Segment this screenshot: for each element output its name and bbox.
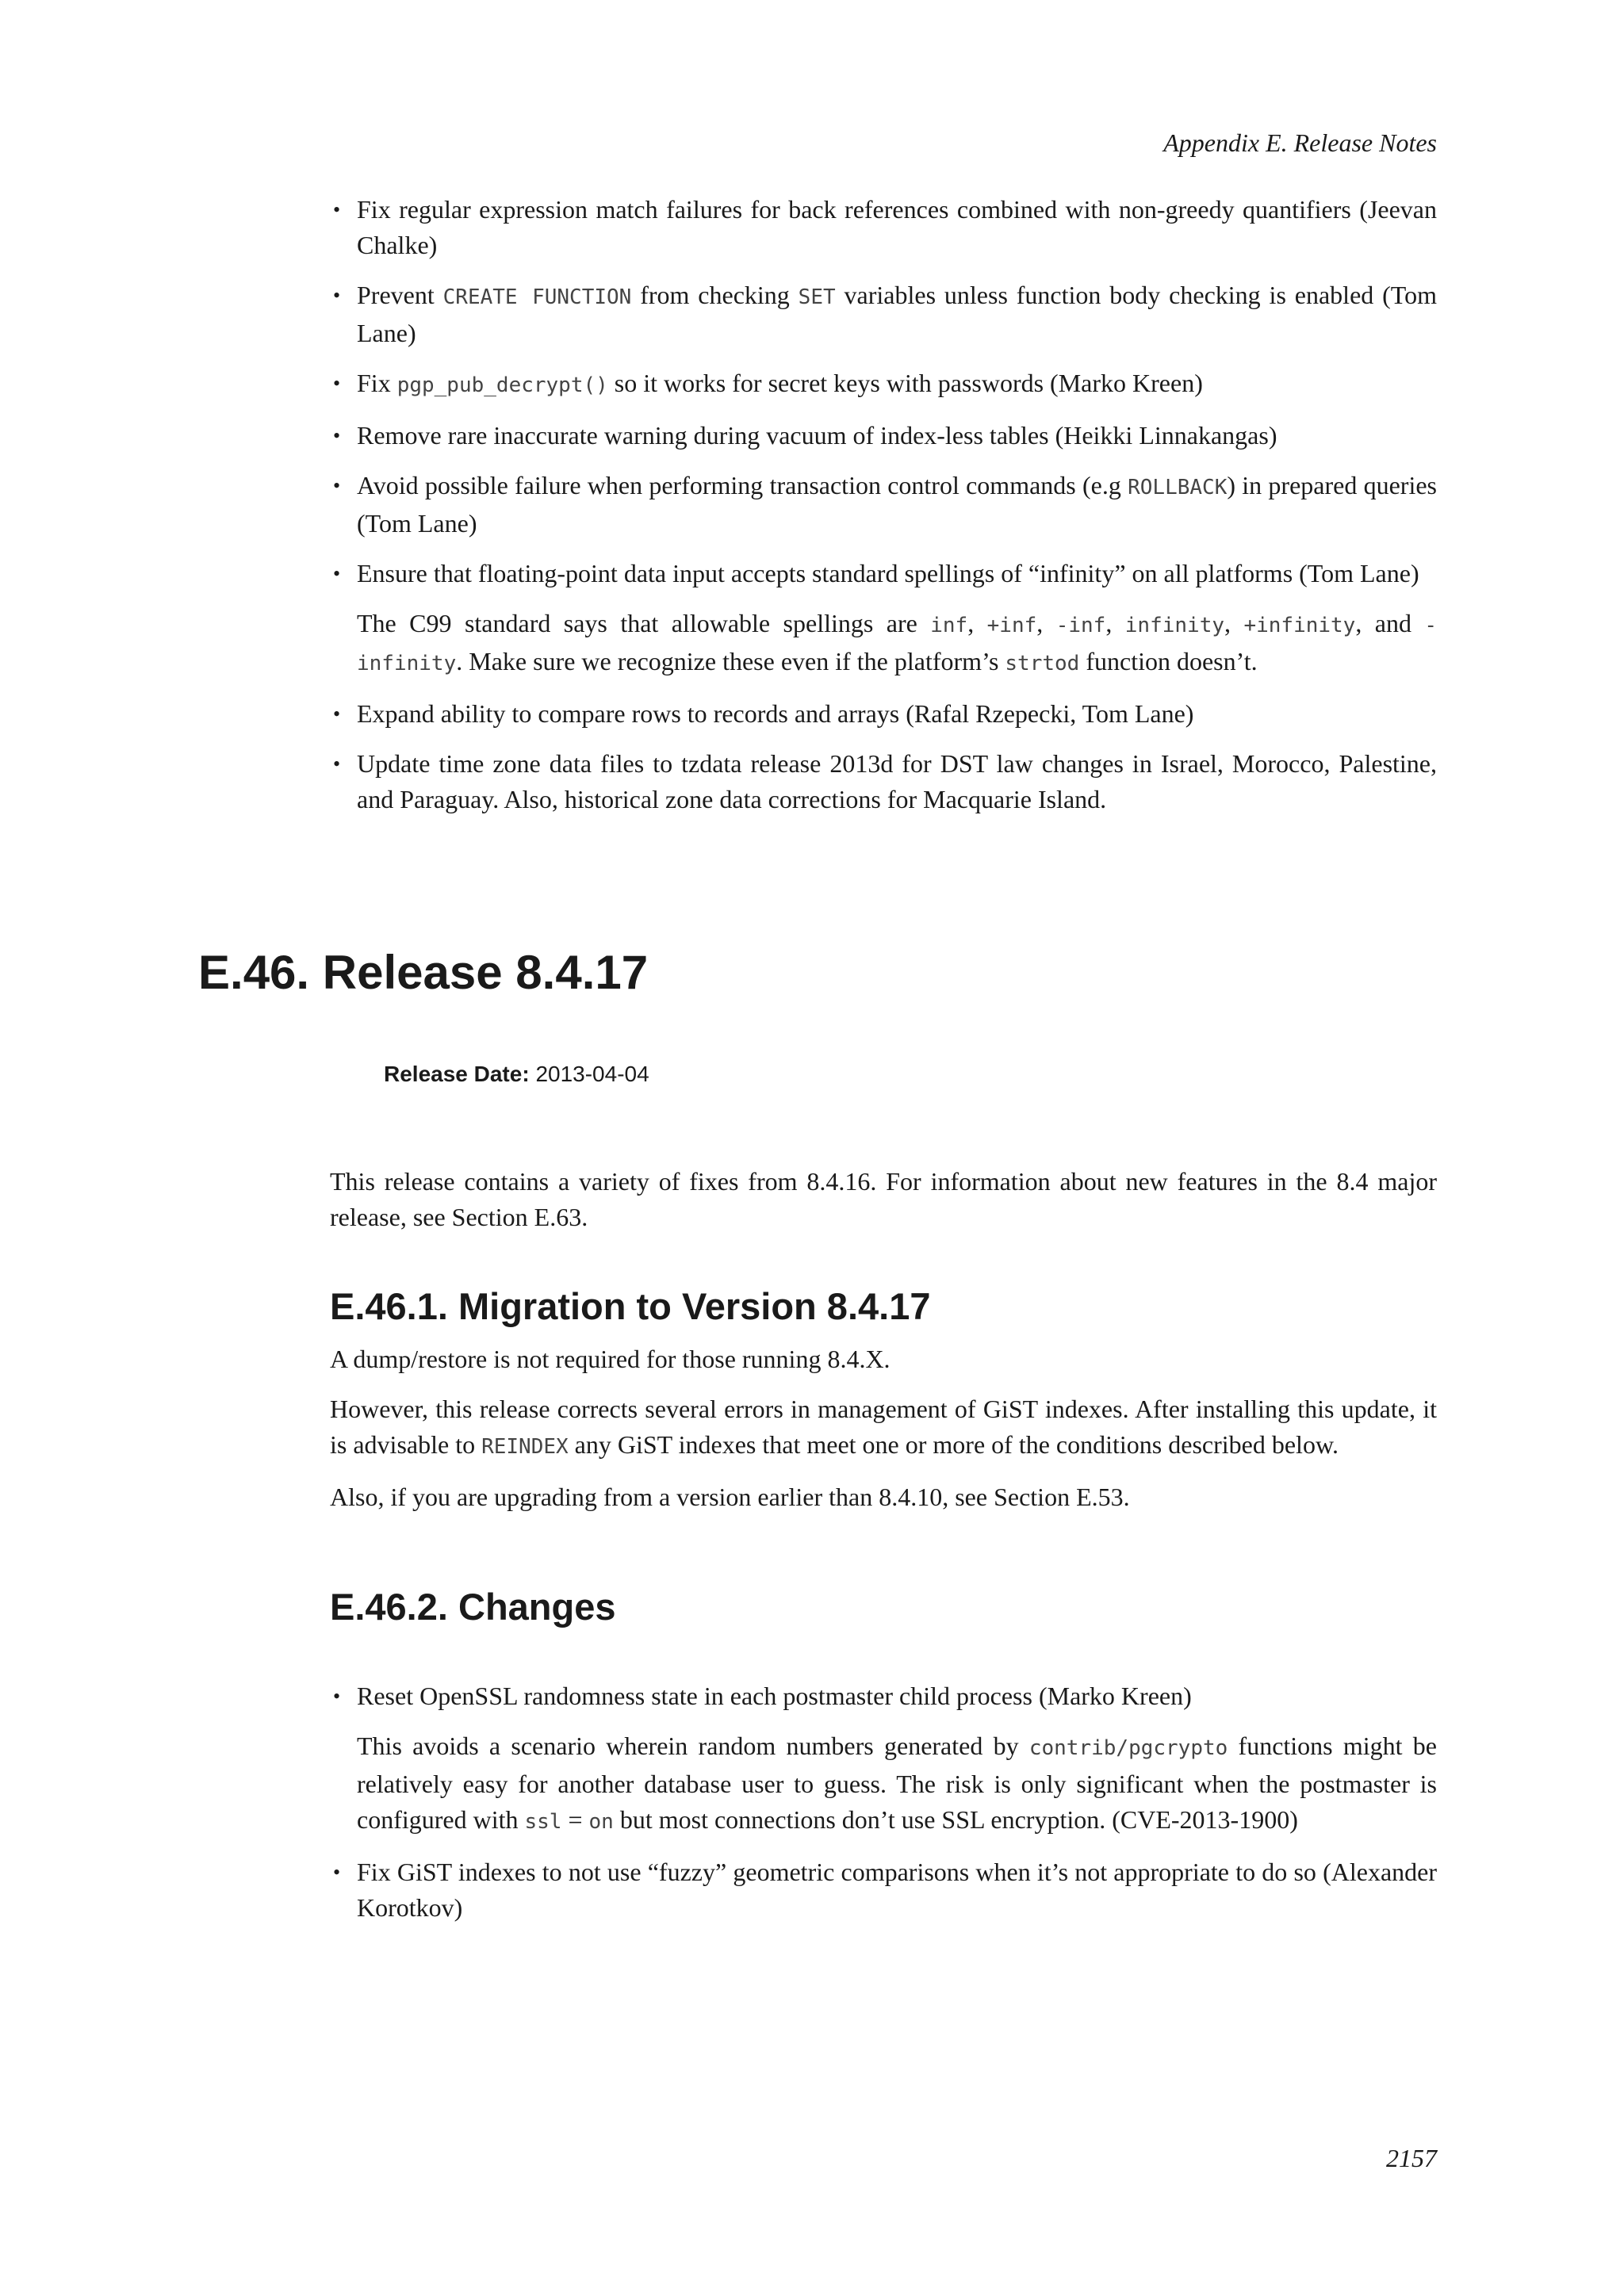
item-text: [357, 471, 1437, 538]
bullet-icon: •: [333, 198, 341, 221]
inline-code: on: [588, 1810, 614, 1834]
item-text: [357, 1858, 1437, 1922]
inline-code: pgp_pub_decrypt(): [396, 373, 608, 397]
top-content: [330, 192, 1437, 832]
bullet-icon: •: [333, 1685, 341, 1708]
text-run: . Make sure we recognize these even if the platform’s: [456, 647, 1005, 675]
migration-paragraph-2: [330, 1391, 1437, 1465]
item-text: [357, 281, 1437, 347]
text-run: Ensure that floating-point data input accepts standard spellings of “infinity” on all platforms (Tom Lane): [357, 559, 1419, 587]
release-date-value: 2013-04-04: [535, 1062, 649, 1086]
text-run: Update time zone data files to tzdata release 2013d for DST law changes in Israel, Morocco, Palestine, and Paraguay. Also, historical zone data corrections for Macquarie Island.: [357, 749, 1437, 813]
migration-paragraph-1: A dump/restore is not required for those running 8.4.X.: [330, 1345, 891, 1373]
inline-code: ssl: [524, 1810, 562, 1834]
item-text: [357, 421, 1277, 450]
item-detail-paragraph: [357, 606, 1437, 682]
item-detail-paragraph: [357, 1728, 1437, 1840]
text-run: However, this release corrects several errors in management of GiST indexes. After installing this update, it is advisable to: [330, 1395, 1437, 1459]
item-text: [357, 1682, 1192, 1710]
text-run: function doesn’t.: [1079, 647, 1258, 675]
changes-heading: E.46.2. Changes: [330, 1586, 616, 1628]
text-run: , and: [1355, 609, 1425, 637]
text-run: ,: [967, 609, 987, 637]
list-item: [330, 418, 1437, 453]
inline-code: -infinity: [357, 614, 1438, 675]
inline-code: ROLLBACK: [1128, 476, 1228, 499]
bullet-icon: •: [333, 562, 341, 585]
item-text: [357, 749, 1437, 813]
text-run: Avoid possible failure when performing transaction control commands (e.g: [357, 471, 1128, 499]
item-text: [357, 195, 1437, 259]
release-intro: This release contains a variety of fixes from 8.4.16. For information about new features in the 8.4 major release, see Section E.63.: [330, 1167, 1437, 1231]
inline-code: infinity: [1124, 614, 1225, 637]
text-run: Fix regular expression match failures for back references combined with non-greedy quantifiers (Jeevan Chalke): [357, 195, 1437, 259]
page-number: 2157: [1386, 2144, 1437, 2172]
text-run: The C99 standard says that allowable spellings are: [357, 609, 931, 637]
text-run: variables unless function body checking is enabled (Tom Lane): [357, 281, 1438, 347]
list-item: [330, 1678, 1437, 1840]
inline-code: +infinity: [1243, 614, 1356, 637]
running-header: Appendix E. Release Notes: [1163, 128, 1437, 157]
inline-code: +inf: [986, 614, 1037, 637]
list-item: [330, 277, 1437, 351]
list-item: [330, 192, 1437, 263]
text-run: so it works for secret keys with passwords (Marko Kreen): [607, 369, 1203, 397]
text-run: Fix GiST indexes to not use “fuzzy” geometric comparisons when it’s not appropriate to do so (Alexander Korotkov): [357, 1858, 1437, 1922]
list-item: [330, 468, 1437, 541]
release-date: [384, 1056, 649, 1092]
release-date-label: Release Date:: [384, 1062, 530, 1086]
text-run: any GiST indexes that meet one or more of the conditions described below.: [568, 1430, 1339, 1459]
text-run: from checking: [631, 281, 799, 309]
top-item-list: [330, 192, 1437, 817]
bullet-icon: •: [333, 372, 341, 395]
text-run: but most connections don’t use SSL encryption. (CVE-2013-1900): [613, 1805, 1298, 1834]
item-text: [357, 699, 1193, 728]
text-run: ,: [1224, 609, 1244, 637]
text-run: functions might be relatively easy for another database user to guess. The risk is only significant when the postmaster is configured with: [357, 1732, 1438, 1834]
migration-heading: E.46.1. Migration to Version 8.4.17: [330, 1285, 931, 1327]
text-run: Remove rare inaccurate warning during vacuum of index-less tables (Heikki Linnakangas): [357, 421, 1277, 450]
bullet-icon: •: [333, 752, 341, 775]
inline-code: inf: [930, 614, 968, 637]
inline-code: strtod: [1005, 652, 1080, 675]
release-title: E.46. Release 8.4.17: [198, 946, 649, 999]
inline-code: SET: [798, 285, 836, 309]
text-run: Fix: [357, 369, 397, 397]
bullet-icon: •: [333, 1861, 341, 1884]
item-text: [357, 369, 1203, 397]
text-run: Reset OpenSSL randomness state in each postmaster child process (Marko Kreen): [357, 1682, 1192, 1710]
text-run: This avoids a scenario wherein random numbers generated by: [357, 1732, 1029, 1760]
list-item: [330, 746, 1437, 817]
bullet-icon: •: [333, 702, 341, 725]
changes-item-list: [330, 1678, 1437, 1926]
text-run: Prevent: [357, 281, 443, 309]
bullet-icon: •: [333, 424, 341, 447]
migration-paragraph-3: Also, if you are upgrading from a version earlier than 8.4.10, see Section E.53.: [330, 1483, 1130, 1511]
inline-code: contrib/pgcrypto: [1028, 1736, 1228, 1760]
release-body: [330, 1164, 1437, 1940]
bullet-icon: •: [333, 474, 341, 497]
text-run: ,: [1105, 609, 1125, 637]
list-item: [330, 556, 1437, 682]
list-item: [330, 696, 1437, 732]
text-run: Expand ability to compare rows to records and arrays (Rafal Rzepecki, Tom Lane): [357, 699, 1194, 728]
inline-code: -inf: [1055, 614, 1106, 637]
inline-code: REINDEX: [481, 1435, 569, 1459]
list-item: [330, 365, 1437, 404]
inline-code: CREATE FUNCTION: [442, 285, 632, 309]
item-text: [357, 559, 1419, 587]
text-run: ,: [1036, 609, 1056, 637]
list-item: [330, 1854, 1437, 1926]
text-run: =: [561, 1805, 589, 1834]
bullet-icon: •: [333, 284, 341, 307]
text-run: ) in prepared queries (Tom Lane): [357, 471, 1438, 538]
